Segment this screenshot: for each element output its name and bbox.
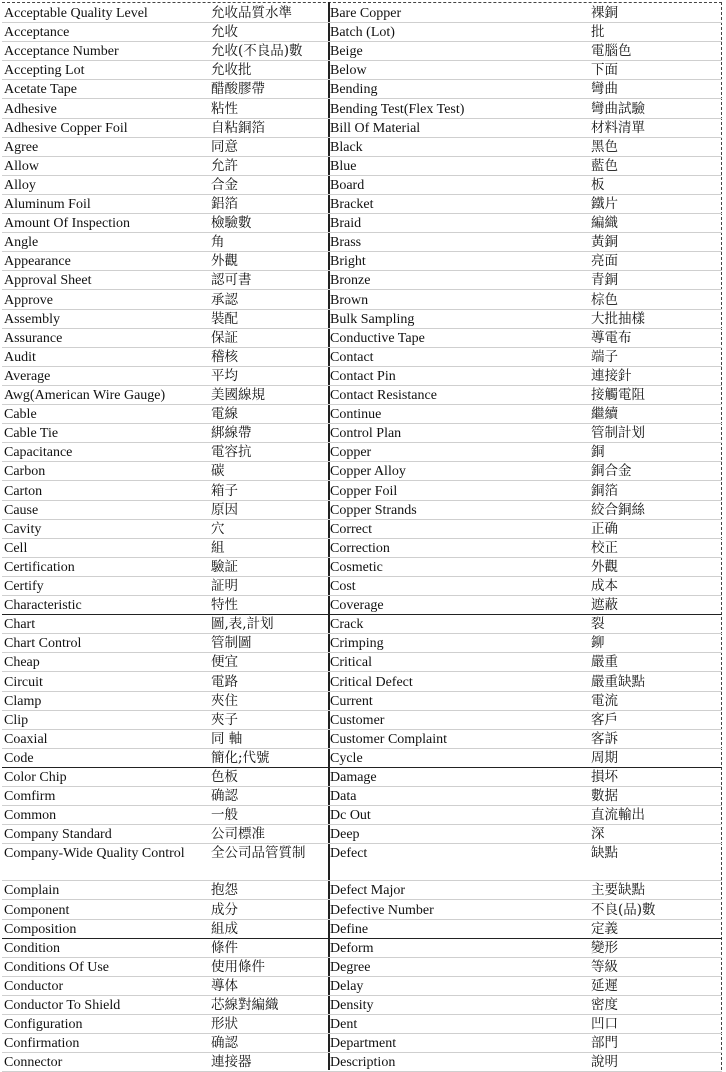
term-chinese: 端子 bbox=[591, 348, 618, 365]
term-english: Color Chip bbox=[4, 770, 67, 785]
table-row bbox=[2, 787, 722, 806]
table-row bbox=[2, 692, 722, 711]
term-english: Carbon bbox=[4, 464, 46, 480]
term-english: Critical Defect bbox=[330, 674, 413, 690]
term-english: Cause bbox=[4, 502, 39, 518]
term-chinese: 認可書 bbox=[211, 272, 252, 289]
term-english: Agree bbox=[4, 139, 39, 155]
table-row bbox=[2, 844, 722, 881]
table-row bbox=[2, 653, 722, 672]
table-row bbox=[2, 711, 722, 730]
term-chinese: 外觀 bbox=[591, 558, 618, 575]
term-english: Department bbox=[330, 1036, 397, 1052]
table-row bbox=[2, 157, 722, 176]
term-english: Code bbox=[4, 750, 34, 766]
term-english: Density bbox=[330, 998, 374, 1013]
term-chinese: 便宜 bbox=[211, 654, 238, 671]
term-chinese: 芯線對編織 bbox=[211, 997, 279, 1013]
term-english: Company Standard bbox=[4, 827, 112, 843]
term-chinese: 接觸電阻 bbox=[591, 387, 645, 403]
term-chinese: 特性 bbox=[211, 597, 238, 614]
table-row bbox=[2, 806, 722, 825]
term-chinese: 色板 bbox=[211, 769, 238, 785]
term-chinese: 鋁箔 bbox=[211, 196, 238, 212]
term-chinese: 箱子 bbox=[211, 482, 238, 499]
term-english: Copper Foil bbox=[330, 483, 398, 499]
term-english: Clamp bbox=[4, 693, 42, 709]
term-chinese: 條件 bbox=[211, 939, 238, 956]
term-english: Bill Of Material bbox=[330, 120, 421, 136]
term-english: Correction bbox=[330, 540, 390, 556]
table-row bbox=[2, 825, 722, 844]
term-english: Common bbox=[4, 808, 57, 824]
table-row bbox=[2, 214, 722, 233]
term-english: Cell bbox=[4, 540, 28, 556]
term-chinese: 凹口 bbox=[591, 1016, 618, 1033]
term-chinese: 說明 bbox=[591, 1054, 618, 1071]
term-chinese: 批 bbox=[591, 24, 605, 41]
term-chinese: 保証 bbox=[211, 329, 238, 346]
term-english: Defective Number bbox=[330, 902, 434, 918]
table-row bbox=[2, 673, 722, 692]
term-chinese: 編織 bbox=[591, 215, 618, 232]
table-row bbox=[2, 329, 722, 348]
term-chinese: 青銅 bbox=[591, 272, 618, 289]
term-chinese: 允許 bbox=[211, 157, 238, 174]
term-english: Confirmation bbox=[4, 1036, 80, 1052]
term-chinese: 抱怨 bbox=[211, 882, 238, 899]
term-english: Bright bbox=[330, 254, 366, 270]
table-row bbox=[2, 23, 722, 42]
table-row bbox=[2, 615, 722, 634]
term-chinese: 延遲 bbox=[591, 977, 618, 994]
term-chinese: 美國線規 bbox=[211, 387, 265, 403]
term-chinese: 客戶 bbox=[591, 711, 618, 728]
table-row bbox=[2, 1053, 722, 1072]
term-english: Cost bbox=[330, 579, 356, 594]
table-row bbox=[2, 80, 722, 99]
term-chinese: 部門 bbox=[591, 1035, 618, 1052]
term-english: Chart bbox=[4, 617, 36, 633]
term-english: Bending Test(Flex Test) bbox=[330, 101, 465, 117]
term-english: Crack bbox=[330, 617, 364, 633]
term-english: Cable bbox=[4, 407, 37, 423]
term-chinese: 管制圖 bbox=[211, 635, 252, 652]
table-row bbox=[2, 958, 722, 977]
term-english: Assembly bbox=[4, 311, 60, 327]
term-english: Contact bbox=[330, 349, 374, 365]
table-row bbox=[2, 42, 722, 61]
term-chinese: 允收(不良品)數 bbox=[211, 43, 303, 60]
term-chinese: 自粘銅箔 bbox=[211, 119, 265, 136]
term-chinese: 客訴 bbox=[591, 730, 618, 747]
table-row bbox=[2, 252, 722, 271]
term-english: Data bbox=[330, 789, 357, 805]
term-english: Assurance bbox=[4, 330, 63, 346]
table-row bbox=[2, 1015, 722, 1034]
table-row bbox=[2, 443, 722, 462]
table-row bbox=[2, 424, 722, 443]
term-english: Below bbox=[330, 63, 367, 79]
term-chinese: 損坏 bbox=[591, 769, 618, 785]
term-chinese: 醋酸膠帶 bbox=[211, 81, 265, 98]
term-english: Dc Out bbox=[330, 808, 371, 824]
term-chinese: 黃銅 bbox=[591, 234, 618, 251]
term-english: Conductor bbox=[4, 978, 64, 994]
term-chinese: 全公司品管質制 bbox=[211, 845, 306, 862]
term-chinese: 大批抽樣 bbox=[591, 310, 645, 327]
table-row bbox=[2, 386, 722, 405]
term-chinese: 組 bbox=[211, 539, 225, 556]
term-english: Brown bbox=[330, 292, 369, 308]
term-english: Composition bbox=[4, 921, 77, 937]
term-english: Certify bbox=[4, 579, 44, 594]
term-chinese: 定義 bbox=[591, 920, 618, 937]
term-english: Carton bbox=[4, 483, 43, 499]
table-row bbox=[2, 348, 722, 367]
term-chinese: 綁線帶 bbox=[211, 425, 252, 442]
term-english: Defect bbox=[330, 846, 368, 862]
term-english: Damage bbox=[330, 770, 377, 785]
term-chinese: 連接器 bbox=[211, 1054, 252, 1071]
term-english: Control Plan bbox=[330, 426, 402, 442]
table-row bbox=[2, 539, 722, 558]
term-english: Copper bbox=[330, 445, 372, 461]
term-english: Coaxial bbox=[4, 731, 48, 747]
term-chinese: 粘性 bbox=[211, 100, 238, 117]
term-english: Alloy bbox=[4, 177, 36, 193]
term-chinese: 稽核 bbox=[211, 348, 238, 365]
term-chinese: 角 bbox=[211, 234, 225, 251]
table-row bbox=[2, 939, 722, 958]
term-english: Awg(American Wire Gauge) bbox=[4, 388, 166, 403]
term-chinese: 電腦色 bbox=[591, 43, 632, 60]
term-chinese: 夾子 bbox=[211, 711, 238, 728]
term-english: Cycle bbox=[330, 750, 363, 766]
term-chinese: 導電布 bbox=[591, 329, 632, 346]
term-chinese: 電線 bbox=[211, 406, 238, 423]
table-row bbox=[2, 901, 722, 920]
term-english: Accepting Lot bbox=[4, 63, 85, 79]
term-chinese: 鐵片 bbox=[591, 196, 618, 212]
table-row bbox=[2, 4, 722, 23]
term-english: Crimping bbox=[330, 636, 384, 652]
term-english: Cable Tie bbox=[4, 426, 59, 442]
table-row bbox=[2, 271, 722, 290]
term-chinese: 外觀 bbox=[211, 253, 238, 270]
term-english: Degree bbox=[330, 959, 371, 975]
term-chinese: 裂 bbox=[591, 616, 605, 633]
term-english: Approval Sheet bbox=[4, 273, 92, 289]
term-chinese: 主要缺點 bbox=[591, 882, 645, 899]
term-english: Bracket bbox=[330, 197, 374, 212]
term-english: Configuration bbox=[4, 1017, 83, 1033]
term-chinese: 嚴重缺點 bbox=[591, 673, 645, 690]
term-chinese: 絞合銅絲 bbox=[591, 501, 645, 518]
term-chinese: 變形 bbox=[591, 939, 618, 956]
term-chinese: 藍色 bbox=[591, 157, 618, 174]
term-chinese: 承認 bbox=[211, 291, 238, 308]
term-chinese: 确認 bbox=[211, 1035, 238, 1052]
term-chinese: 允收批 bbox=[211, 62, 252, 79]
term-chinese: 繼續 bbox=[591, 406, 618, 423]
term-chinese: 遮蔽 bbox=[591, 597, 618, 614]
term-chinese: 銅 bbox=[591, 444, 605, 461]
term-english: Batch (Lot) bbox=[330, 25, 395, 41]
term-english: Description bbox=[330, 1055, 396, 1071]
term-chinese: 等級 bbox=[591, 958, 618, 975]
term-chinese: 夾住 bbox=[211, 692, 238, 709]
term-english: Bulk Sampling bbox=[330, 311, 415, 327]
term-english: Black bbox=[330, 139, 363, 155]
term-english: Comfirm bbox=[4, 789, 56, 805]
term-english: Board bbox=[330, 177, 365, 193]
term-chinese: 周期 bbox=[591, 749, 618, 766]
term-english: Approve bbox=[4, 292, 53, 308]
term-english: Amount Of Inspection bbox=[4, 216, 130, 232]
term-chinese: 一般 bbox=[211, 807, 238, 824]
table-row bbox=[2, 367, 722, 386]
table-row bbox=[2, 520, 722, 539]
term-english: Average bbox=[4, 368, 51, 384]
term-english: Customer Complaint bbox=[330, 731, 448, 747]
table-row bbox=[2, 881, 722, 900]
term-english: Angle bbox=[4, 235, 39, 251]
term-english: Dent bbox=[330, 1017, 358, 1033]
table-row bbox=[2, 462, 722, 481]
term-english: Chart Control bbox=[4, 636, 82, 652]
term-english: Bending bbox=[330, 82, 378, 98]
term-english: Delay bbox=[330, 978, 364, 994]
term-english: Blue bbox=[330, 158, 357, 174]
term-english: Customer bbox=[330, 712, 385, 728]
term-chinese: 校正 bbox=[591, 539, 618, 556]
term-chinese: 裸銅 bbox=[591, 5, 618, 21]
term-english: Circuit bbox=[4, 674, 43, 690]
term-chinese: 不良(品)數 bbox=[591, 901, 656, 918]
term-chinese: 同 軸 bbox=[211, 730, 243, 747]
term-chinese: 裝配 bbox=[211, 310, 238, 327]
term-english: Company-Wide Quality Control bbox=[4, 846, 185, 862]
term-english: Current bbox=[330, 693, 373, 709]
term-english: Audit bbox=[4, 349, 36, 365]
term-chinese: 檢驗數 bbox=[211, 215, 252, 232]
term-chinese: 電路 bbox=[211, 673, 238, 690]
term-chinese: 嚴重 bbox=[591, 654, 618, 671]
table-row bbox=[2, 920, 722, 939]
term-chinese: 平均 bbox=[211, 367, 238, 384]
term-chinese: 銅合金 bbox=[591, 463, 632, 480]
term-english: Conductive Tape bbox=[330, 330, 425, 346]
term-english: Bronze bbox=[330, 273, 371, 289]
term-english: Cosmetic bbox=[330, 559, 383, 575]
term-chinese: 數据 bbox=[591, 788, 618, 805]
term-chinese: 密度 bbox=[591, 997, 618, 1013]
term-chinese: 公司標准 bbox=[211, 826, 265, 843]
table-row bbox=[2, 558, 722, 577]
term-english: Bare Copper bbox=[330, 6, 402, 21]
term-english: Conductor To Shield bbox=[4, 998, 121, 1013]
term-chinese: 板 bbox=[591, 176, 605, 193]
term-english: Allow bbox=[4, 158, 39, 174]
table-row bbox=[2, 634, 722, 653]
table-row bbox=[2, 61, 722, 80]
term-english: Copper Alloy bbox=[330, 464, 406, 480]
term-chinese: 電容抗 bbox=[211, 444, 252, 461]
term-english: Clip bbox=[4, 712, 29, 728]
table-row bbox=[2, 577, 722, 596]
table-row bbox=[2, 482, 722, 501]
term-english: Beige bbox=[330, 44, 363, 60]
term-english: Brass bbox=[330, 235, 362, 251]
term-english: Deep bbox=[330, 827, 360, 843]
term-chinese: 鉚 bbox=[591, 635, 605, 652]
term-chinese: 圖,表,計划 bbox=[211, 616, 274, 633]
term-chinese: 同意 bbox=[211, 138, 238, 155]
term-english: Correct bbox=[330, 521, 372, 537]
term-chinese: 管制計划 bbox=[591, 425, 645, 442]
term-english: Define bbox=[330, 921, 369, 937]
term-english: Component bbox=[4, 902, 70, 918]
term-chinese: 亮面 bbox=[591, 253, 618, 270]
term-english: Deform bbox=[330, 940, 374, 956]
term-english: Capacitance bbox=[4, 445, 73, 461]
term-english: Copper Strands bbox=[330, 502, 417, 518]
term-chinese: 彎曲 bbox=[591, 81, 618, 98]
term-chinese: 缺點 bbox=[591, 845, 618, 862]
term-chinese: 直流輸出 bbox=[591, 807, 645, 824]
term-chinese: 原因 bbox=[211, 501, 238, 518]
term-chinese: 証明 bbox=[211, 578, 238, 594]
term-chinese: 下面 bbox=[591, 62, 618, 79]
table-row bbox=[2, 291, 722, 310]
table-row bbox=[2, 501, 722, 520]
table-row bbox=[2, 176, 722, 195]
term-chinese: 确認 bbox=[211, 788, 238, 805]
term-chinese: 合金 bbox=[211, 176, 238, 193]
term-english: Cavity bbox=[4, 521, 42, 537]
table-row bbox=[2, 233, 722, 252]
term-english: Braid bbox=[330, 216, 362, 232]
table-row bbox=[2, 195, 722, 214]
table-row bbox=[2, 138, 722, 157]
term-chinese: 成本 bbox=[591, 578, 618, 594]
term-english: Defect Major bbox=[330, 883, 406, 899]
term-english: Acceptance bbox=[4, 25, 70, 41]
term-chinese: 黑色 bbox=[591, 138, 618, 155]
term-chinese: 材料清單 bbox=[591, 119, 645, 136]
table-row bbox=[2, 596, 722, 615]
term-english: Adhesive bbox=[4, 101, 57, 117]
term-chinese: 碳 bbox=[211, 463, 225, 480]
term-chinese: 允收 bbox=[211, 24, 238, 41]
table-row bbox=[2, 100, 722, 119]
term-chinese: 正确 bbox=[591, 520, 618, 537]
term-english: Conditions Of Use bbox=[4, 959, 109, 975]
table-row bbox=[2, 1034, 722, 1053]
term-chinese: 導体 bbox=[211, 977, 238, 994]
term-chinese: 棕色 bbox=[591, 291, 618, 308]
term-chinese: 組成 bbox=[211, 920, 238, 937]
term-chinese: 連接針 bbox=[591, 367, 632, 384]
table-row bbox=[2, 405, 722, 424]
term-chinese: 簡化;代號 bbox=[211, 749, 270, 766]
term-english: Acetate Tape bbox=[4, 82, 77, 98]
table-row bbox=[2, 749, 722, 768]
table-row bbox=[2, 730, 722, 749]
term-english: Condition bbox=[4, 940, 61, 956]
term-english: Contact Resistance bbox=[330, 388, 437, 403]
term-chinese: 銅箔 bbox=[591, 482, 618, 499]
term-english: Acceptance Number bbox=[4, 44, 119, 60]
term-english: Connector bbox=[4, 1055, 63, 1071]
term-english: Critical bbox=[330, 655, 372, 671]
term-english: Continue bbox=[330, 407, 382, 423]
table-row bbox=[2, 768, 722, 787]
term-chinese: 彎曲試驗 bbox=[591, 100, 645, 117]
term-english: Contact Pin bbox=[330, 368, 396, 384]
term-chinese: 深 bbox=[591, 826, 605, 843]
term-chinese: 形狀 bbox=[211, 1016, 238, 1033]
term-chinese: 電流 bbox=[591, 692, 618, 709]
term-chinese: 使用條件 bbox=[211, 958, 265, 975]
term-english: Coverage bbox=[330, 598, 384, 614]
term-english: Aluminum Foil bbox=[4, 197, 91, 212]
table-row bbox=[2, 119, 722, 138]
term-english: Complain bbox=[4, 883, 60, 899]
table-row bbox=[2, 996, 722, 1015]
table-row bbox=[2, 310, 722, 329]
term-english: Cheap bbox=[4, 655, 40, 671]
term-english: Adhesive Copper Foil bbox=[4, 120, 128, 136]
term-english: Appearance bbox=[4, 254, 71, 270]
term-chinese: 允收品質水準 bbox=[211, 5, 292, 21]
term-english: Characteristic bbox=[4, 598, 82, 614]
table-row bbox=[2, 977, 722, 996]
term-chinese: 驗証 bbox=[211, 558, 238, 575]
term-english: Acceptable Quality Level bbox=[4, 6, 148, 21]
term-chinese: 穴 bbox=[211, 520, 225, 537]
term-chinese: 成分 bbox=[211, 901, 238, 918]
term-english: Certification bbox=[4, 559, 75, 575]
